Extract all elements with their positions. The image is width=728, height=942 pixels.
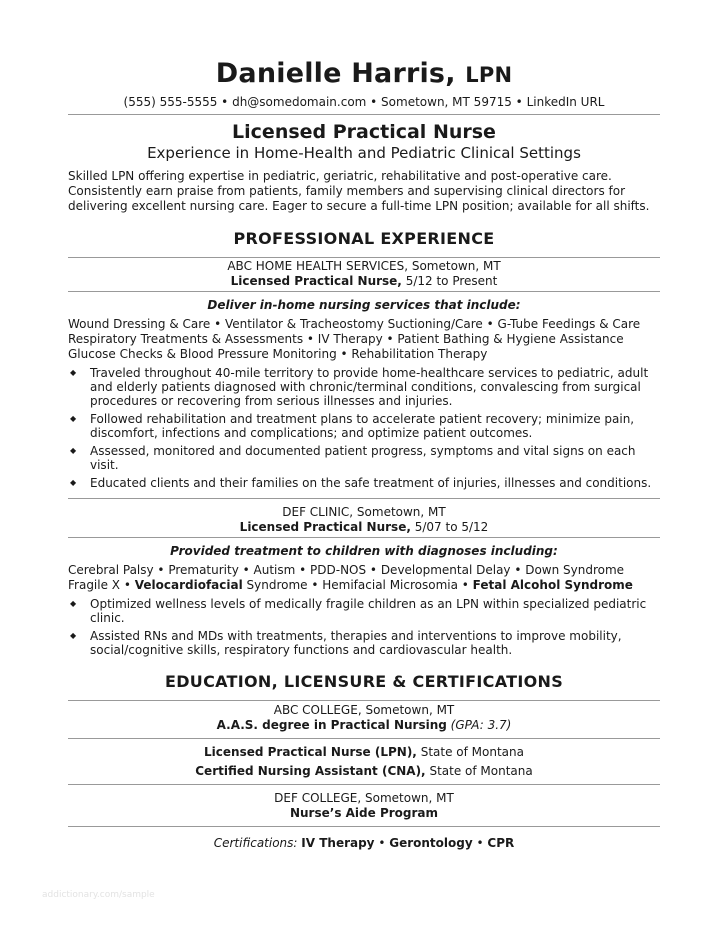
certs-label: Certifications: (213, 836, 298, 850)
skills-line: Cerebral Palsy • Prematurity • Autism • PDD-NOS • Developmental Delay • Down Syndrome (68, 563, 625, 577)
list-item (68, 444, 660, 472)
position-title: Licensed Practical Nurse, (230, 274, 402, 288)
bullet-diamond-icon: ◆ (70, 414, 77, 423)
cert-separator: • (472, 836, 488, 850)
education-def (68, 785, 660, 827)
bullet-text: Educated clients and their families on the safe treatment of injuries, illnesses and conditions. (90, 476, 652, 490)
license-state: State of Montana (429, 764, 533, 778)
skills-list (68, 317, 660, 362)
list-item (68, 629, 660, 657)
bullet-diamond-icon: ◆ (70, 478, 77, 487)
bullet-text: Traveled throughout 40-mile territory to provide home-healthcare services to pediatric, adult and elderly patients diagnosed with chronic/terminal conditions, convalescing from surgical procedures or recovering from serious illnesses and injuries. (90, 366, 649, 408)
license-title: Certified Nursing Assistant (CNA), (195, 764, 426, 778)
licensure (68, 739, 660, 785)
employer: ABC HOME HEALTH SERVICES, Sometown, MT (227, 259, 501, 273)
candidate-name (68, 58, 660, 91)
diagnoses-list (68, 563, 660, 593)
cert-item: Gerontology (389, 836, 473, 850)
list-item (68, 597, 660, 625)
license-state: State of Montana (420, 745, 524, 759)
role-title: Licensed Practical Nurse (232, 121, 496, 143)
bullet-text: Assisted RNs and MDs with treatments, therapies and interventions to improve mobility, social/cognitive skills, respiratory functions and cardiovascular health. (90, 629, 622, 657)
license-title: Licensed Practical Nurse (LPN), (204, 745, 417, 759)
bullet-diamond-icon: ◆ (70, 446, 77, 455)
license-line (68, 764, 660, 779)
skill-text: Fragile X • (68, 578, 135, 592)
position-dates: 5/07 to 5/12 (414, 520, 489, 534)
employer: DEF CLINIC, Sometown, MT (282, 505, 446, 519)
skills-line: Wound Dressing & Care • Ventilator & Tracheostomy Suctioning/Care • G-Tube Feedings & Care (68, 317, 641, 331)
job-lead: Deliver in-home nursing services that include: (207, 298, 521, 312)
education-abc (68, 701, 660, 739)
skill-text-bold: Fetal Alcohol Syndrome (472, 578, 633, 592)
list-item (68, 476, 660, 490)
name-text: Danielle Harris, (215, 58, 456, 89)
bullet-diamond-icon: ◆ (70, 631, 77, 640)
school: DEF COLLEGE, Sometown, MT (274, 791, 454, 805)
skills-line: Respiratory Treatments & Assessments • IV Therapy • Patient Bathing & Hygiene Assistance (68, 332, 624, 346)
list-item (68, 366, 660, 408)
position-dates: 5/12 to Present (405, 274, 498, 288)
degree-line (68, 718, 660, 733)
cert-item: IV Therapy (301, 836, 375, 850)
job-header-abc (68, 258, 660, 292)
program: Nurse’s Aide Program (289, 806, 439, 820)
license-line (68, 745, 660, 760)
gpa: (GPA: 3.7) (450, 718, 512, 732)
list-item (68, 412, 660, 440)
name-credential: LPN (465, 63, 513, 87)
cert-item: CPR (487, 836, 515, 850)
job-bullets (68, 597, 660, 657)
school: ABC COLLEGE, Sometown, MT (273, 703, 455, 717)
certifications-line (68, 836, 660, 851)
bullet-text: Optimized wellness levels of medically fragile children as an LPN within specialized pediatric clinic. (90, 597, 647, 625)
position-line (68, 520, 660, 535)
skill-text-bold: Velocardiofacial (134, 578, 243, 592)
degree: A.A.S. degree in Practical Nursing (216, 718, 447, 732)
bullet-diamond-icon: ◆ (70, 599, 77, 608)
skills-line (68, 578, 660, 593)
bullet-text: Assessed, monitored and documented patient progress, symptoms and vital signs on each visit. (90, 444, 636, 472)
bullet-text: Followed rehabilitation and treatment plans to accelerate patient recovery; minimize pain, discomfort, infections and complications; and optimize patient outcomes. (90, 412, 635, 440)
position-line (68, 274, 660, 289)
job-lead: Provided treatment to children with diagnoses including: (170, 544, 558, 558)
bullet-diamond-icon: ◆ (70, 368, 77, 377)
education-heading: EDUCATION, LICENSURE & CERTIFICATIONS (68, 672, 660, 701)
job-bullets (68, 366, 660, 490)
job-header-def (68, 498, 660, 538)
experience-heading: PROFESSIONAL EXPERIENCE (68, 229, 660, 258)
skills-line: Glucose Checks & Blood Pressure Monitoring • Rehabilitation Therapy (68, 347, 488, 361)
watermark: addictionary.com/sample (42, 890, 155, 900)
contact-line: (555) 555-5555 • dh@somedomain.com • Sometown, MT 59715 • LinkedIn URL (68, 94, 660, 115)
cert-separator: • (374, 836, 390, 850)
role-subtitle: Experience in Home-Health and Pediatric Clinical Settings (147, 144, 581, 162)
position-title: Licensed Practical Nurse, (239, 520, 411, 534)
summary-paragraph: Skilled LPN offering expertise in pediatric, geriatric, rehabilitative and post-operative care. Consistently earn praise from patients, family members and supervising clinical directors for delivering excellent nursing care. Eager to secure a full-time LPN position; available for all shifts. (68, 169, 650, 213)
skill-text: Syndrome • Hemifacial Microsomia • (242, 578, 473, 592)
